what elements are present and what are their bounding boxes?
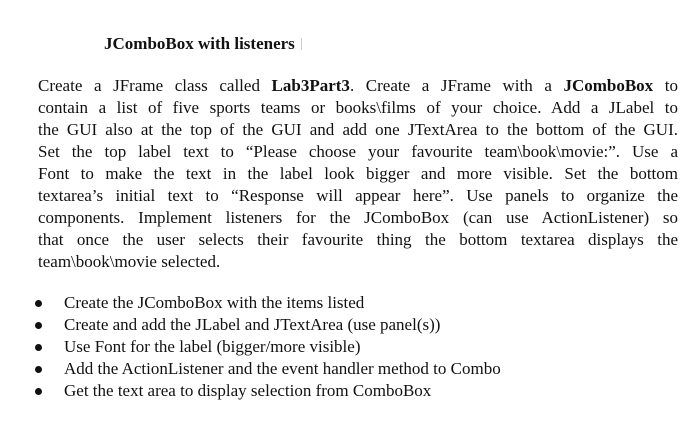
list-item-text: Create and add the JLabel and JTextArea (use panel(s))	[64, 315, 441, 334]
paragraph-line-1	[38, 75, 678, 97]
line-1-text-a: Create a JFrame class called	[38, 76, 272, 95]
list-item	[30, 380, 501, 402]
paragraph-line-5: Font to make the text in the label look bigger and more visible. Set the bottom	[38, 164, 678, 183]
requirements-list	[30, 292, 501, 402]
text-cursor	[301, 38, 302, 50]
paragraph-line-2: contain a list of five sports teams or books\films of your choice. Add a JLabel to	[38, 98, 678, 117]
bullet-icon	[35, 366, 42, 373]
bullet-icon	[35, 300, 42, 307]
bullet-icon	[35, 322, 42, 329]
paragraph-line-4: Set the top label text to “Please choose your favourite team\book\movie:”. Use a	[38, 142, 678, 161]
bullet-icon	[35, 344, 42, 351]
line-1-text-c: to	[653, 76, 679, 95]
paragraph-line-8: that once the user selects their favourite thing the bottom textarea displays the	[38, 230, 678, 249]
list-item-text: Get the text area to display selection from ComboBox	[64, 381, 432, 400]
paragraph-line-6: textarea’s initial text to “Response will appear here”. Use panels to organize the	[38, 186, 678, 205]
list-item-text: Add the ActionListener and the event handler method to Combo	[64, 359, 501, 378]
list-item	[30, 292, 501, 314]
line-1-text-b: . Create a JFrame with a	[349, 76, 564, 95]
paragraph-line-7: components. Implement listeners for the JComboBox (can use ActionListener) so	[38, 208, 678, 227]
heading-text: JComboBox with listeners	[104, 34, 295, 53]
document-heading	[104, 34, 302, 54]
paragraph-line-3: the GUI also at the top of the GUI and add one JTextArea to the bottom of the GUI.	[38, 120, 678, 139]
list-item	[30, 314, 501, 336]
bullet-icon	[35, 388, 42, 395]
instructions-paragraph	[38, 75, 678, 273]
list-item-text: Create the JComboBox with the items listed	[64, 293, 365, 312]
list-item-text: Use Font for the label (bigger/more visible)	[64, 337, 361, 356]
list-item	[30, 336, 501, 358]
paragraph-line-9: team\book\movie selected.	[38, 252, 221, 271]
list-item	[30, 358, 501, 380]
class-name-bold: Lab3Part3	[271, 76, 350, 95]
jcombobox-bold: JComboBox	[563, 76, 654, 95]
